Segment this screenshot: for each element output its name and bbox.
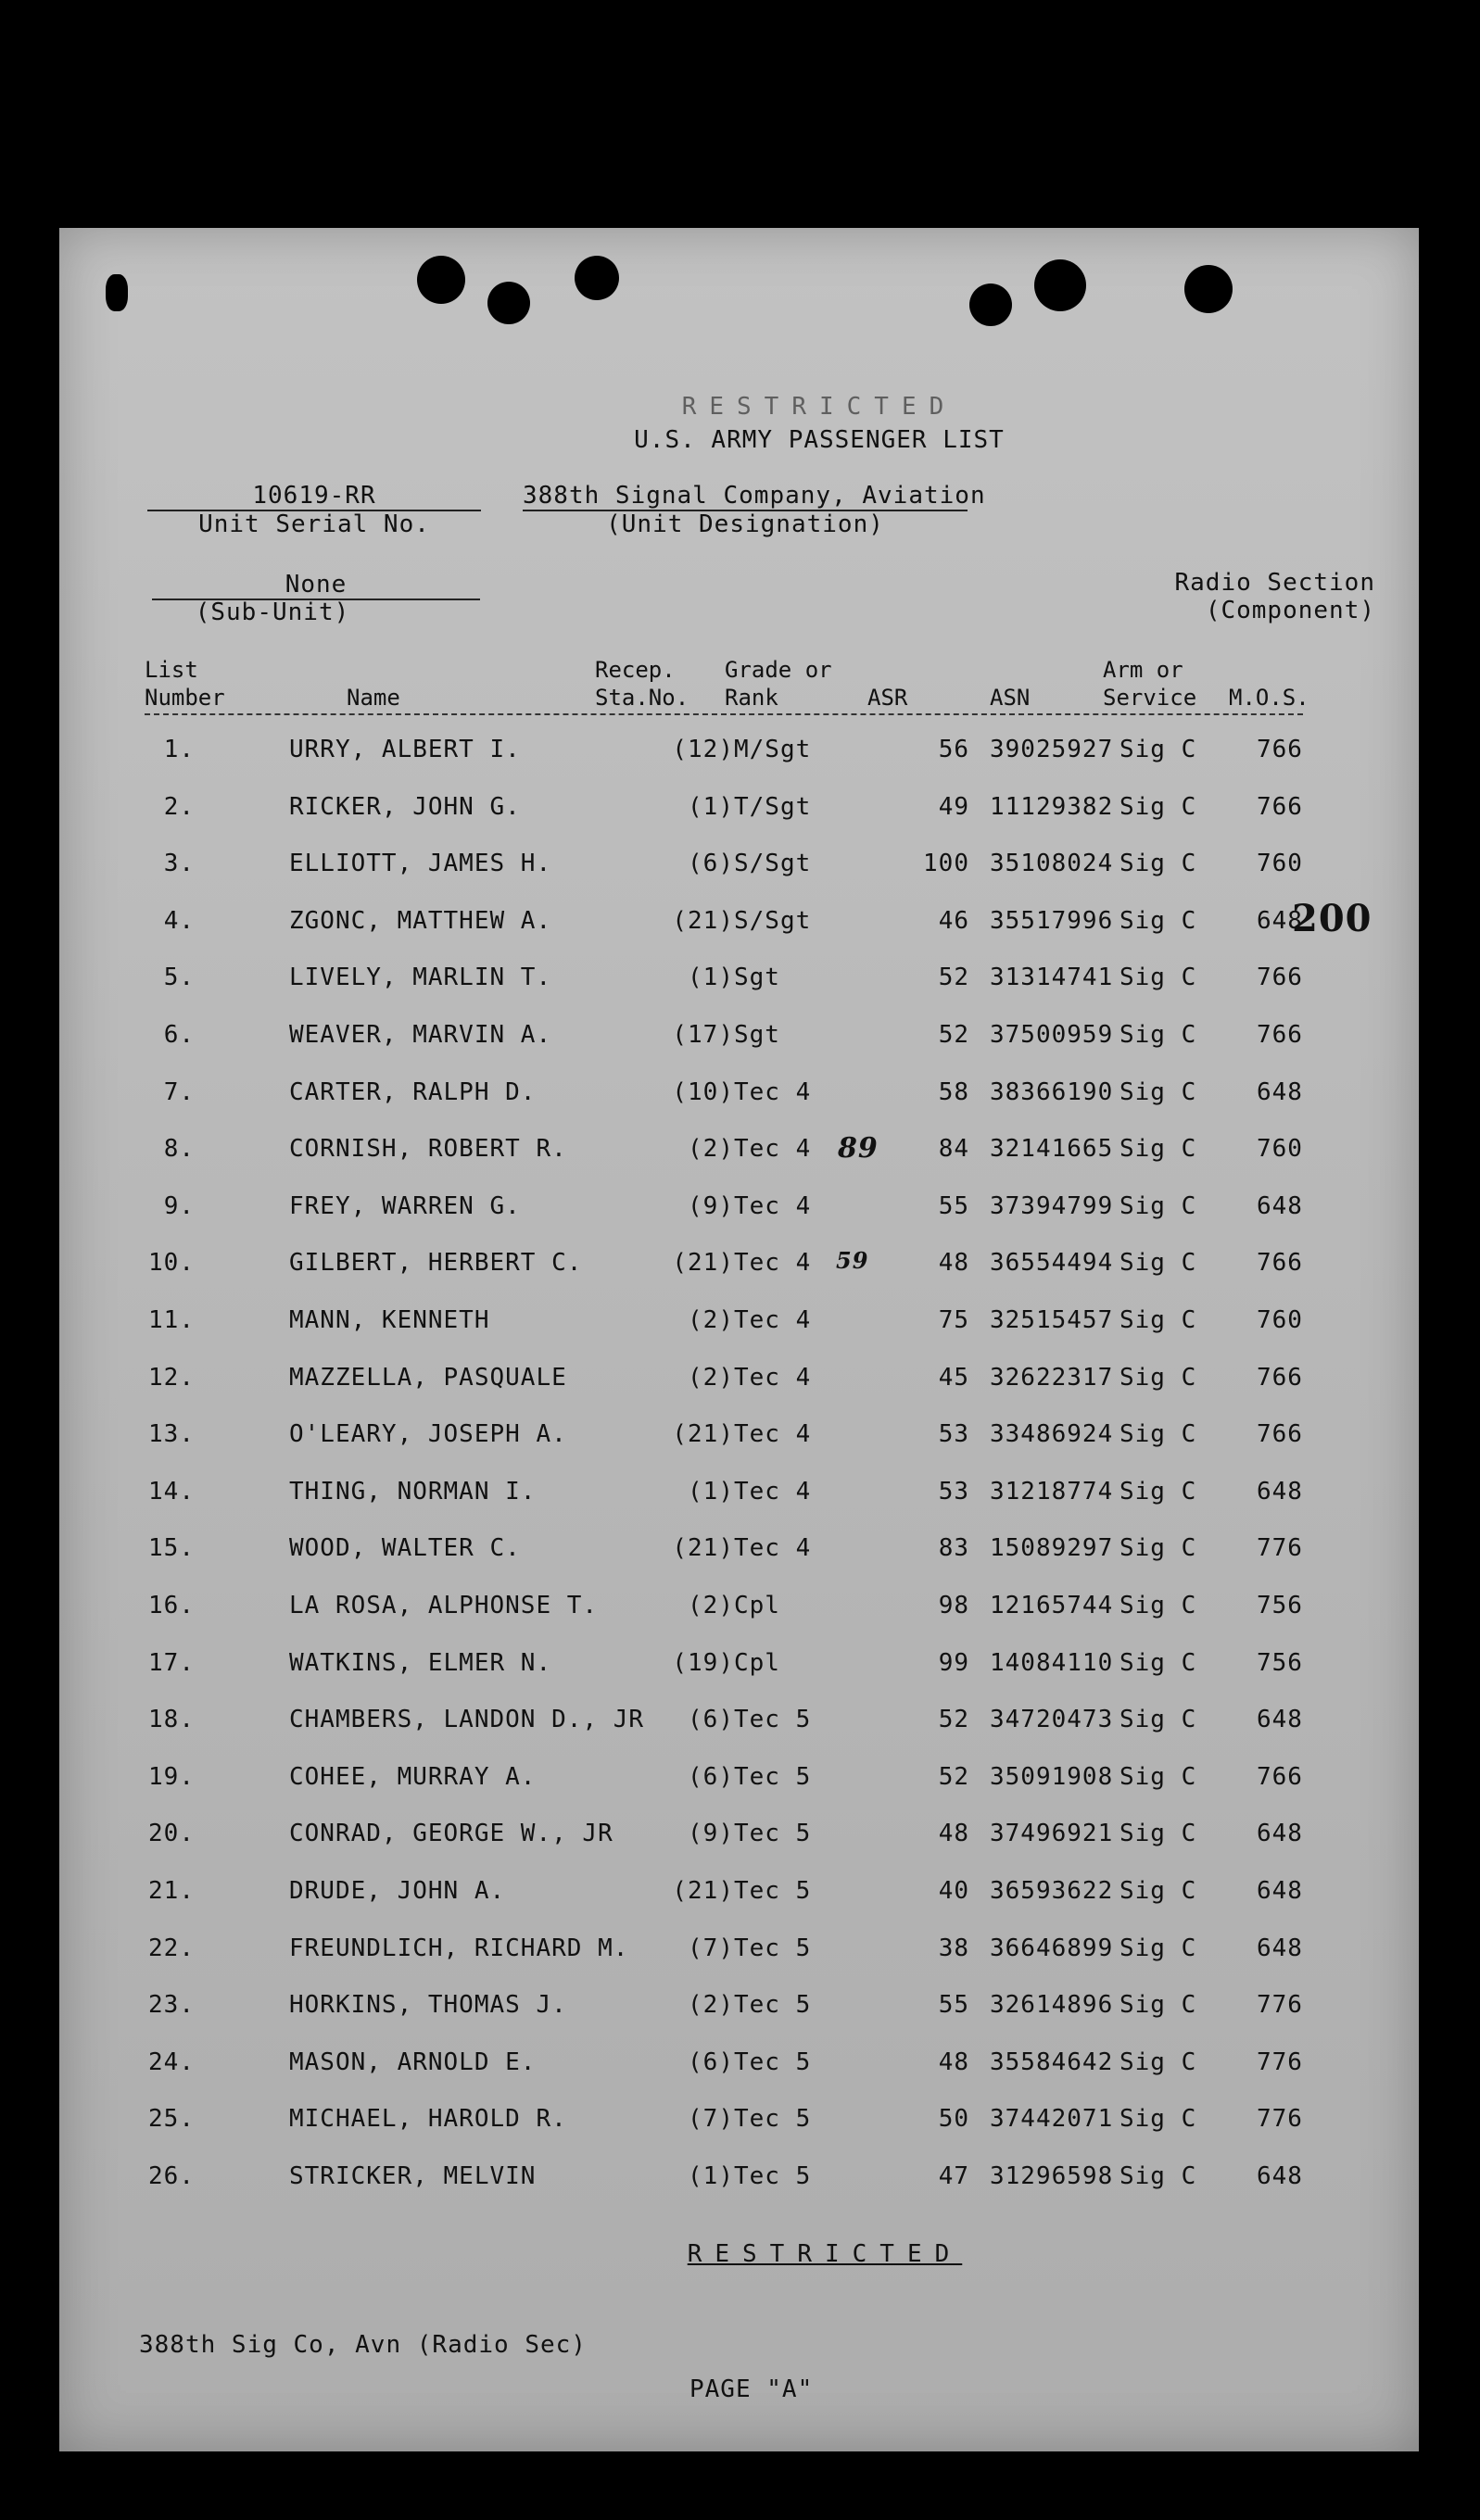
cell-name: ELLIOTT, JAMES H.	[289, 850, 552, 878]
cell-asn: 31296598	[990, 2162, 1114, 2190]
cell-asr: 55	[938, 1191, 969, 1220]
cell-arm: Sig C	[1119, 1534, 1197, 1563]
cell-arm: Sig C	[1119, 1877, 1197, 1905]
unit-serial-no: 10619-RR	[147, 482, 481, 511]
cell-mos: 648	[1257, 1877, 1303, 1905]
cell-recep: (6)	[688, 1706, 734, 1734]
cell-no: 21.	[148, 1877, 195, 1905]
cell-no: 2.	[163, 792, 195, 821]
table-row	[145, 1934, 1349, 1991]
table-row	[145, 1592, 1349, 1648]
cell-asr: 56	[938, 736, 969, 763]
cell-recep: (2)	[688, 1306, 734, 1334]
table-row	[145, 1420, 1349, 1477]
cell-name: MICHAEL, HAROLD R.	[289, 2105, 567, 2134]
cell-name: STRICKER, MELVIN	[289, 2162, 537, 2190]
cell-mos: 648	[1257, 906, 1303, 935]
cell-grade: S/Sgt	[734, 906, 812, 935]
cell-asr: 84	[938, 1135, 969, 1164]
footer-classification: RESTRICTED	[687, 2240, 963, 2268]
cell-grade: Tec 4	[734, 1249, 812, 1278]
cell-asn: 39025927	[990, 736, 1114, 763]
cell-grade: Tec 5	[734, 2048, 812, 2076]
cell-asr: 52	[938, 1021, 969, 1049]
cell-arm: Sig C	[1119, 1477, 1197, 1506]
cell-asr: 52	[938, 964, 969, 992]
cell-arm: Sig C	[1119, 1021, 1197, 1049]
cell-arm: Sig C	[1119, 906, 1197, 935]
cell-asn: 36646899	[990, 1934, 1114, 1962]
cell-recep: (6)	[688, 1762, 734, 1791]
cell-mos: 648	[1257, 2162, 1303, 2190]
cell-grade: Tec 4	[734, 1363, 812, 1392]
cell-recep: (21)	[672, 1534, 734, 1563]
unit-designation: 388th Signal Company, Aviation	[523, 482, 986, 510]
cell-no: 26.	[148, 2162, 195, 2190]
cell-asn: 31218774	[990, 1477, 1114, 1506]
cell-arm: Sig C	[1119, 2105, 1197, 2134]
table-row	[145, 964, 1349, 1020]
cell-asn: 35584642	[990, 2048, 1114, 2076]
punch-hole-2	[487, 282, 530, 324]
stamped-number: 200	[1292, 897, 1372, 940]
cell-mos: 648	[1257, 1820, 1303, 1848]
cell-asr: 52	[938, 1706, 969, 1734]
unit-designation-label: (Unit Designation)	[606, 510, 884, 538]
cell-recep: (21)	[672, 1249, 734, 1278]
cell-mos: 766	[1257, 1363, 1303, 1392]
cell-name: RICKER, JOHN G.	[289, 792, 521, 821]
cell-name: GILBERT, HERBERT C.	[289, 1249, 583, 1278]
table-row	[145, 1306, 1349, 1363]
cell-no: 22.	[148, 1934, 195, 1962]
unit-serial-label: Unit Serial No.	[198, 510, 430, 538]
cell-mos: 776	[1257, 2105, 1303, 2134]
col-asr: ASR	[867, 685, 908, 711]
cell-grade: T/Sgt	[734, 792, 812, 821]
cell-mos: 766	[1257, 736, 1303, 763]
cell-arm: Sig C	[1119, 1306, 1197, 1334]
table-row	[145, 793, 1349, 850]
cell-arm: Sig C	[1119, 1191, 1197, 1220]
cell-name: O'LEARY, JOSEPH A.	[289, 1420, 567, 1449]
cell-grade: Sgt	[734, 1021, 780, 1049]
cell-arm: Sig C	[1119, 736, 1197, 763]
table-row	[145, 1991, 1349, 2048]
table-row	[145, 850, 1349, 906]
table-row	[145, 1478, 1349, 1534]
cell-asr: 40	[938, 1877, 969, 1905]
cell-no: 3.	[163, 850, 195, 878]
cell-no: 4.	[163, 906, 195, 935]
cell-mos: 766	[1257, 1420, 1303, 1449]
cell-no: 23.	[148, 1991, 195, 2020]
cell-asr: 47	[938, 2162, 969, 2190]
component-label: (Component)	[1205, 597, 1375, 624]
col-recep: Recep. Sta.No.	[595, 657, 689, 711]
table-row	[145, 736, 1349, 792]
table-row	[145, 1877, 1349, 1934]
cell-asr: 98	[938, 1592, 969, 1619]
table-row	[145, 907, 1349, 964]
punch-hole-3	[575, 256, 619, 300]
cell-name: MANN, KENNETH	[289, 1306, 490, 1334]
cell-asn: 32614896	[990, 1991, 1114, 2020]
cell-arm: Sig C	[1119, 1135, 1197, 1164]
cell-no: 8.	[163, 1135, 195, 1164]
cell-mos: 756	[1257, 1592, 1303, 1619]
cell-recep: (7)	[688, 1934, 734, 1962]
cell-grade: Tec 4	[734, 1135, 812, 1164]
cell-asr: 50	[938, 2105, 969, 2134]
cell-name: ZGONC, MATTHEW A.	[289, 906, 552, 935]
punch-hole-7	[106, 274, 128, 311]
cell-grade: S/Sgt	[734, 850, 812, 878]
punch-hole-4	[969, 284, 1012, 326]
cell-recep: (21)	[672, 906, 734, 935]
cell-no: 25.	[148, 2105, 195, 2134]
cell-no: 1.	[163, 736, 195, 763]
component: Radio Section	[1174, 569, 1375, 597]
cell-asn: 37496921	[990, 1820, 1114, 1848]
cell-name: COHEE, MURRAY A.	[289, 1762, 537, 1791]
cell-arm: Sig C	[1119, 1363, 1197, 1392]
table-row	[145, 1364, 1349, 1420]
cell-asr: 49	[938, 792, 969, 821]
cell-grade: Tec 4	[734, 1534, 812, 1563]
cell-name: FREY, WARREN G.	[289, 1191, 521, 1220]
cell-name: LIVELY, MARLIN T.	[289, 964, 552, 992]
cell-arm: Sig C	[1119, 1249, 1197, 1278]
cell-grade: Tec 5	[734, 2162, 812, 2190]
handwritten-asr-row10: 59	[836, 1247, 869, 1274]
cell-name: THING, NORMAN I.	[289, 1477, 537, 1506]
cell-no: 9.	[163, 1191, 195, 1220]
cell-asr: 53	[938, 1477, 969, 1506]
table-row	[145, 1534, 1349, 1591]
cell-arm: Sig C	[1119, 850, 1197, 878]
cell-asn: 38366190	[990, 1077, 1114, 1106]
cell-mos: 766	[1257, 1249, 1303, 1278]
cell-no: 6.	[163, 1021, 195, 1049]
cell-asn: 35091908	[990, 1762, 1114, 1791]
cell-recep: (7)	[688, 2105, 734, 2134]
table-row	[145, 1706, 1349, 1762]
cell-name: MAZZELLA, PASQUALE	[289, 1363, 567, 1392]
cell-no: 7.	[163, 1077, 195, 1106]
cell-asn: 34720473	[990, 1706, 1114, 1734]
cell-asr: 46	[938, 906, 969, 935]
cell-asn: 33486924	[990, 1420, 1114, 1449]
document-title: U.S. ARMY PASSENGER LIST	[634, 426, 1005, 454]
cell-no: 16.	[148, 1592, 195, 1619]
cell-recep: (1)	[688, 792, 734, 821]
cell-mos: 648	[1257, 1477, 1303, 1506]
sub-unit-label: (Sub-Unit)	[195, 598, 350, 626]
col-arm: Arm or Service	[1103, 657, 1197, 711]
sub-unit: None	[152, 571, 480, 600]
cell-mos: 766	[1257, 792, 1303, 821]
cell-asn: 31314741	[990, 964, 1114, 992]
punch-hole-1	[417, 256, 465, 304]
cell-no: 17.	[148, 1648, 195, 1677]
cell-asr: 83	[938, 1534, 969, 1563]
cell-recep: (9)	[688, 1820, 734, 1848]
cell-grade: Tec 5	[734, 1877, 812, 1905]
cell-grade: Tec 5	[734, 1991, 812, 2020]
cell-arm: Sig C	[1119, 1077, 1197, 1106]
cell-asr: 48	[938, 2048, 969, 2076]
cell-asr: 48	[938, 1820, 969, 1848]
cell-asn: 15089297	[990, 1534, 1114, 1563]
cell-grade: Tec 4	[734, 1477, 812, 1506]
cell-mos: 776	[1257, 2048, 1303, 2076]
cell-arm: Sig C	[1119, 1991, 1197, 2020]
redacted-classification: RESTRICTED	[681, 393, 957, 421]
cell-no: 20.	[148, 1820, 195, 1848]
cell-asr: 53	[938, 1420, 969, 1449]
cell-arm: Sig C	[1119, 2162, 1197, 2190]
cell-recep: (1)	[688, 964, 734, 992]
cell-name: URRY, ALBERT I.	[289, 736, 521, 763]
cell-no: 12.	[148, 1363, 195, 1392]
cell-asr: 45	[938, 1363, 969, 1392]
cell-asn: 11129382	[990, 792, 1114, 821]
cell-mos: 648	[1257, 1077, 1303, 1106]
cell-recep: (1)	[688, 2162, 734, 2190]
table-row	[145, 1249, 1349, 1305]
cell-arm: Sig C	[1119, 792, 1197, 821]
table-row	[145, 1192, 1349, 1249]
cell-mos: 760	[1257, 1135, 1303, 1164]
cell-name: WOOD, WALTER C.	[289, 1534, 521, 1563]
cell-asn: 32141665	[990, 1135, 1114, 1164]
table-row	[145, 2162, 1349, 2219]
cell-asr: 38	[938, 1934, 969, 1962]
cell-recep: (2)	[688, 1363, 734, 1392]
cell-name: CARTER, RALPH D.	[289, 1077, 537, 1106]
col-name: Name	[347, 685, 400, 711]
cell-grade: Sgt	[734, 964, 780, 992]
cell-arm: Sig C	[1119, 1648, 1197, 1677]
cell-mos: 760	[1257, 1306, 1303, 1334]
cell-mos: 776	[1257, 1991, 1303, 2020]
cell-arm: Sig C	[1119, 2048, 1197, 2076]
cell-asn: 14084110	[990, 1648, 1114, 1677]
cell-recep: (12)	[672, 736, 734, 763]
table-row	[145, 1820, 1349, 1876]
table-row	[145, 2105, 1349, 2161]
cell-recep: (9)	[688, 1191, 734, 1220]
cell-grade: Tec 4	[734, 1077, 812, 1106]
cell-grade: Tec 4	[734, 1306, 812, 1334]
cell-grade: Tec 5	[734, 1762, 812, 1791]
cell-asn: 32622317	[990, 1363, 1114, 1392]
cell-arm: Sig C	[1119, 1934, 1197, 1962]
cell-grade: Tec 5	[734, 1820, 812, 1848]
cell-asn: 37394799	[990, 1191, 1114, 1220]
cell-mos: 648	[1257, 1706, 1303, 1734]
cell-no: 10.	[148, 1249, 195, 1278]
cell-no: 15.	[148, 1534, 195, 1563]
cell-name: WEAVER, MARVIN A.	[289, 1021, 552, 1049]
cell-arm: Sig C	[1119, 964, 1197, 992]
cell-asn: 35108024	[990, 850, 1114, 878]
cell-mos: 648	[1257, 1191, 1303, 1220]
cell-no: 13.	[148, 1420, 195, 1449]
cell-no: 18.	[148, 1706, 195, 1734]
cell-name: HORKINS, THOMAS J.	[289, 1991, 567, 2020]
cell-grade: Tec 5	[734, 1934, 812, 1962]
table-row	[145, 1078, 1349, 1135]
cell-asn: 36554494	[990, 1249, 1114, 1278]
cell-asr: 75	[938, 1306, 969, 1334]
column-header-row	[145, 656, 1405, 717]
cell-name: CHAMBERS, LANDON D., JR	[289, 1706, 645, 1734]
cell-name: CONRAD, GEORGE W., JR	[289, 1820, 614, 1848]
table-row	[145, 1135, 1349, 1191]
cell-grade: Cpl	[734, 1648, 780, 1677]
punch-hole-5	[1034, 259, 1086, 311]
cell-asn: 12165744	[990, 1592, 1114, 1619]
table-row	[145, 2048, 1349, 2105]
cell-recep: (6)	[688, 850, 734, 878]
cell-name: MASON, ARNOLD E.	[289, 2048, 537, 2076]
footer-unit-line: 388th Sig Co, Avn (Radio Sec)	[139, 2331, 587, 2359]
cell-recep: (10)	[672, 1077, 734, 1106]
col-asn: ASN	[990, 685, 1031, 711]
cell-recep: (6)	[688, 2048, 734, 2076]
cell-asn: 32515457	[990, 1306, 1114, 1334]
cell-arm: Sig C	[1119, 1762, 1197, 1791]
cell-name: WATKINS, ELMER N.	[289, 1648, 552, 1677]
cell-recep: (21)	[672, 1420, 734, 1449]
col-mos: M.O.S.	[1229, 685, 1309, 711]
cell-no: 14.	[148, 1477, 195, 1506]
cell-grade: Tec 5	[734, 2105, 812, 2134]
cell-asn: 36593622	[990, 1877, 1114, 1905]
cell-mos: 756	[1257, 1648, 1303, 1677]
table-row	[145, 1763, 1349, 1820]
cell-mos: 776	[1257, 1534, 1303, 1563]
cell-arm: Sig C	[1119, 1706, 1197, 1734]
cell-name: CORNISH, ROBERT R.	[289, 1135, 567, 1164]
cell-recep: (1)	[688, 1477, 734, 1506]
cell-asr: 100	[923, 850, 969, 878]
page-label: PAGE "A"	[689, 2375, 814, 2403]
cell-grade: M/Sgt	[734, 736, 812, 763]
cell-asn: 37442071	[990, 2105, 1114, 2134]
cell-recep: (17)	[672, 1021, 734, 1049]
cell-recep: (21)	[672, 1877, 734, 1905]
col-list-number: List Number	[145, 657, 225, 711]
passenger-table	[145, 736, 1349, 2236]
cell-mos: 766	[1257, 964, 1303, 992]
punch-hole-6	[1184, 265, 1233, 313]
cell-no: 24.	[148, 2048, 195, 2076]
cell-name: LA ROSA, ALPHONSE T.	[289, 1592, 599, 1619]
cell-grade: Tec 4	[734, 1191, 812, 1220]
cell-recep: (19)	[672, 1648, 734, 1677]
cell-name: FREUNDLICH, RICHARD M.	[289, 1934, 629, 1962]
table-row	[145, 1021, 1349, 1077]
cell-asn: 37500959	[990, 1021, 1114, 1049]
cell-arm: Sig C	[1119, 1420, 1197, 1449]
cell-mos: 648	[1257, 1934, 1303, 1962]
cell-mos: 766	[1257, 1762, 1303, 1791]
cell-grade: Cpl	[734, 1592, 780, 1619]
cell-no: 19.	[148, 1762, 195, 1791]
cell-asr: 58	[938, 1077, 969, 1106]
cell-name: DRUDE, JOHN A.	[289, 1877, 506, 1905]
cell-asr: 52	[938, 1762, 969, 1791]
cell-asr: 48	[938, 1249, 969, 1278]
handwritten-asr-row8: 89	[838, 1132, 879, 1165]
document-page	[59, 228, 1419, 2451]
cell-recep: (2)	[688, 1592, 734, 1619]
cell-mos: 760	[1257, 850, 1303, 878]
cell-asr: 99	[938, 1648, 969, 1677]
cell-asn: 35517996	[990, 906, 1114, 935]
header-underline	[145, 713, 1303, 715]
cell-no: 5.	[163, 964, 195, 992]
cell-no: 11.	[148, 1306, 195, 1334]
cell-arm: Sig C	[1119, 1820, 1197, 1848]
col-grade: Grade or Rank	[725, 657, 832, 711]
cell-grade: Tec 5	[734, 1706, 812, 1734]
cell-recep: (2)	[688, 1135, 734, 1164]
cell-arm: Sig C	[1119, 1592, 1197, 1619]
cell-grade: Tec 4	[734, 1420, 812, 1449]
cell-mos: 766	[1257, 1021, 1303, 1049]
cell-asr: 55	[938, 1991, 969, 2020]
table-row	[145, 1649, 1349, 1706]
cell-recep: (2)	[688, 1991, 734, 2020]
